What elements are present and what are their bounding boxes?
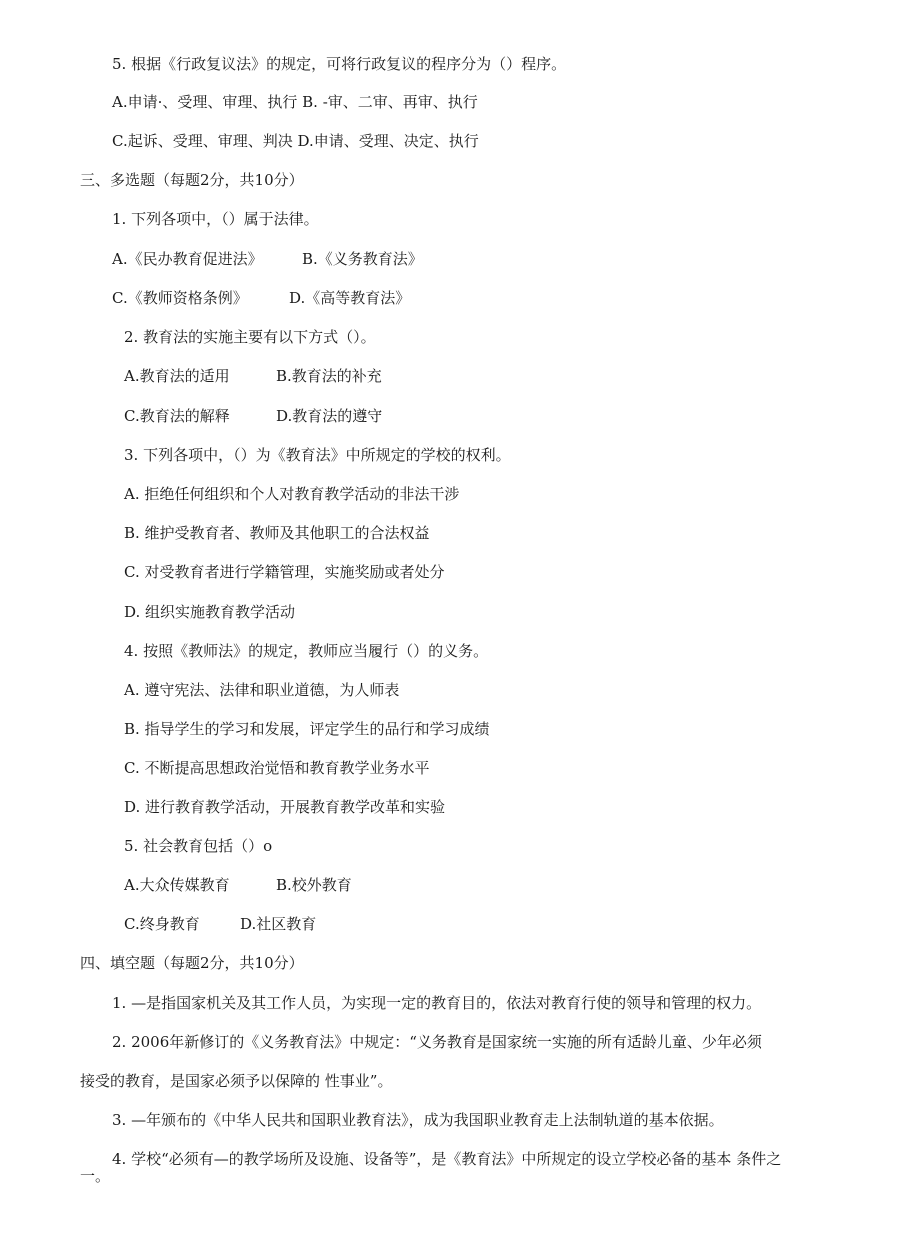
s3-q3-option-c: C. 对受教育者进行学籍管理，实施奖励或者处分: [124, 563, 445, 581]
s3-q5-stem: 5. 社会教育包括（）o: [124, 837, 273, 855]
s3-q1-option-b: B.《义务教育法》: [302, 250, 423, 268]
s4-q1: 1. —是指国家机关及其工作人员，为实现一定的教育目的，依法对教育行使的领导和管理的权力。: [112, 994, 762, 1012]
s3-q3-option-d: D. 组织实施教育教学活动: [124, 603, 296, 621]
s3-q4-stem: 4. 按照《教师法》的规定，教师应当履行（）的义务。: [124, 642, 489, 660]
s3-q2-option-a: A.教育法的适用: [124, 367, 230, 385]
s3-q2-option-b: B.教育法的补充: [276, 367, 382, 385]
s3-q1-stem: 1. 下列各项中，（）属于法律。: [112, 210, 319, 228]
s3-q5-option-d: D.社区教育: [240, 915, 317, 933]
s3-q2-option-c: C.教育法的解释: [124, 407, 230, 425]
s3-q5-option-b: B.校外教育: [276, 876, 352, 894]
q5-stem: 5. 根据《行政复议法》的规定，可将行政复议的程序分为（）程序。: [112, 55, 567, 73]
s3-q2-option-d: D.教育法的遵守: [276, 407, 383, 425]
s3-q3-option-b: B. 维护受教育者、教师及其他职工的合法权益: [124, 524, 430, 542]
s4-q2-line2: 接受的教育，是国家必须予以保障的 性事业”。: [80, 1072, 393, 1090]
s3-q5-option-a: A.大众传媒教育: [124, 876, 230, 894]
q5-options-cd: C.起诉、受理、审理、判决 D.申请、受理、决定、执行: [112, 132, 479, 150]
s4-q3: 3. —年颁布的《中华人民共和国职业教育法》，成为我国职业教育走上法制轨道的基本依据。: [112, 1111, 724, 1129]
s3-q4-option-b: B. 指导学生的学习和发展，评定学生的品行和学习成绩: [124, 720, 490, 738]
s3-q4-option-c: C. 不断提高思想政治觉悟和教育教学业务水平: [124, 759, 430, 777]
s3-q5-option-c: C.终身教育: [124, 915, 200, 933]
q5-options-ab: A.申请·、受理、审理、执行 B. -审、二审、再审、执行: [112, 93, 478, 111]
s4-q4-line1: 4. 学校“必须有—的教学场所及设施、设备等”，是《教育法》中所规定的设立学校必备的基本 条件之: [112, 1150, 782, 1168]
s3-q3-option-a: A. 拒绝任何组织和个人对教育教学活动的非法干涉: [124, 485, 460, 503]
s4-q2-line1: 2. 2006年新修订的《义务教育法》中规定：“义务教育是国家统一实施的所有适龄儿童、少年必须: [112, 1033, 762, 1051]
section3-heading: 三、多选题（每题2分，共10分）: [80, 171, 304, 189]
s3-q1-option-c: C.《教师资格条例》: [112, 289, 248, 307]
s3-q4-option-d: D. 进行教育教学活动，开展教育教学改革和实验: [124, 798, 446, 816]
s3-q1-option-a: A.《民办教育促进法》: [112, 250, 263, 268]
s3-q4-option-a: A. 遵守宪法、法律和职业道德，为人师表: [124, 681, 400, 699]
s3-q2-stem: 2. 教育法的实施主要有以下方式（）。: [124, 328, 376, 346]
s3-q3-stem: 3. 下列各项中，（）为《教育法》中所规定的学校的权利。: [124, 446, 511, 464]
s3-q1-option-d: D.《高等教育法》: [289, 289, 411, 307]
s4-q4-line2: 一。: [80, 1167, 111, 1185]
section4-heading: 四、填空题（每题2分，共10分）: [80, 954, 304, 972]
